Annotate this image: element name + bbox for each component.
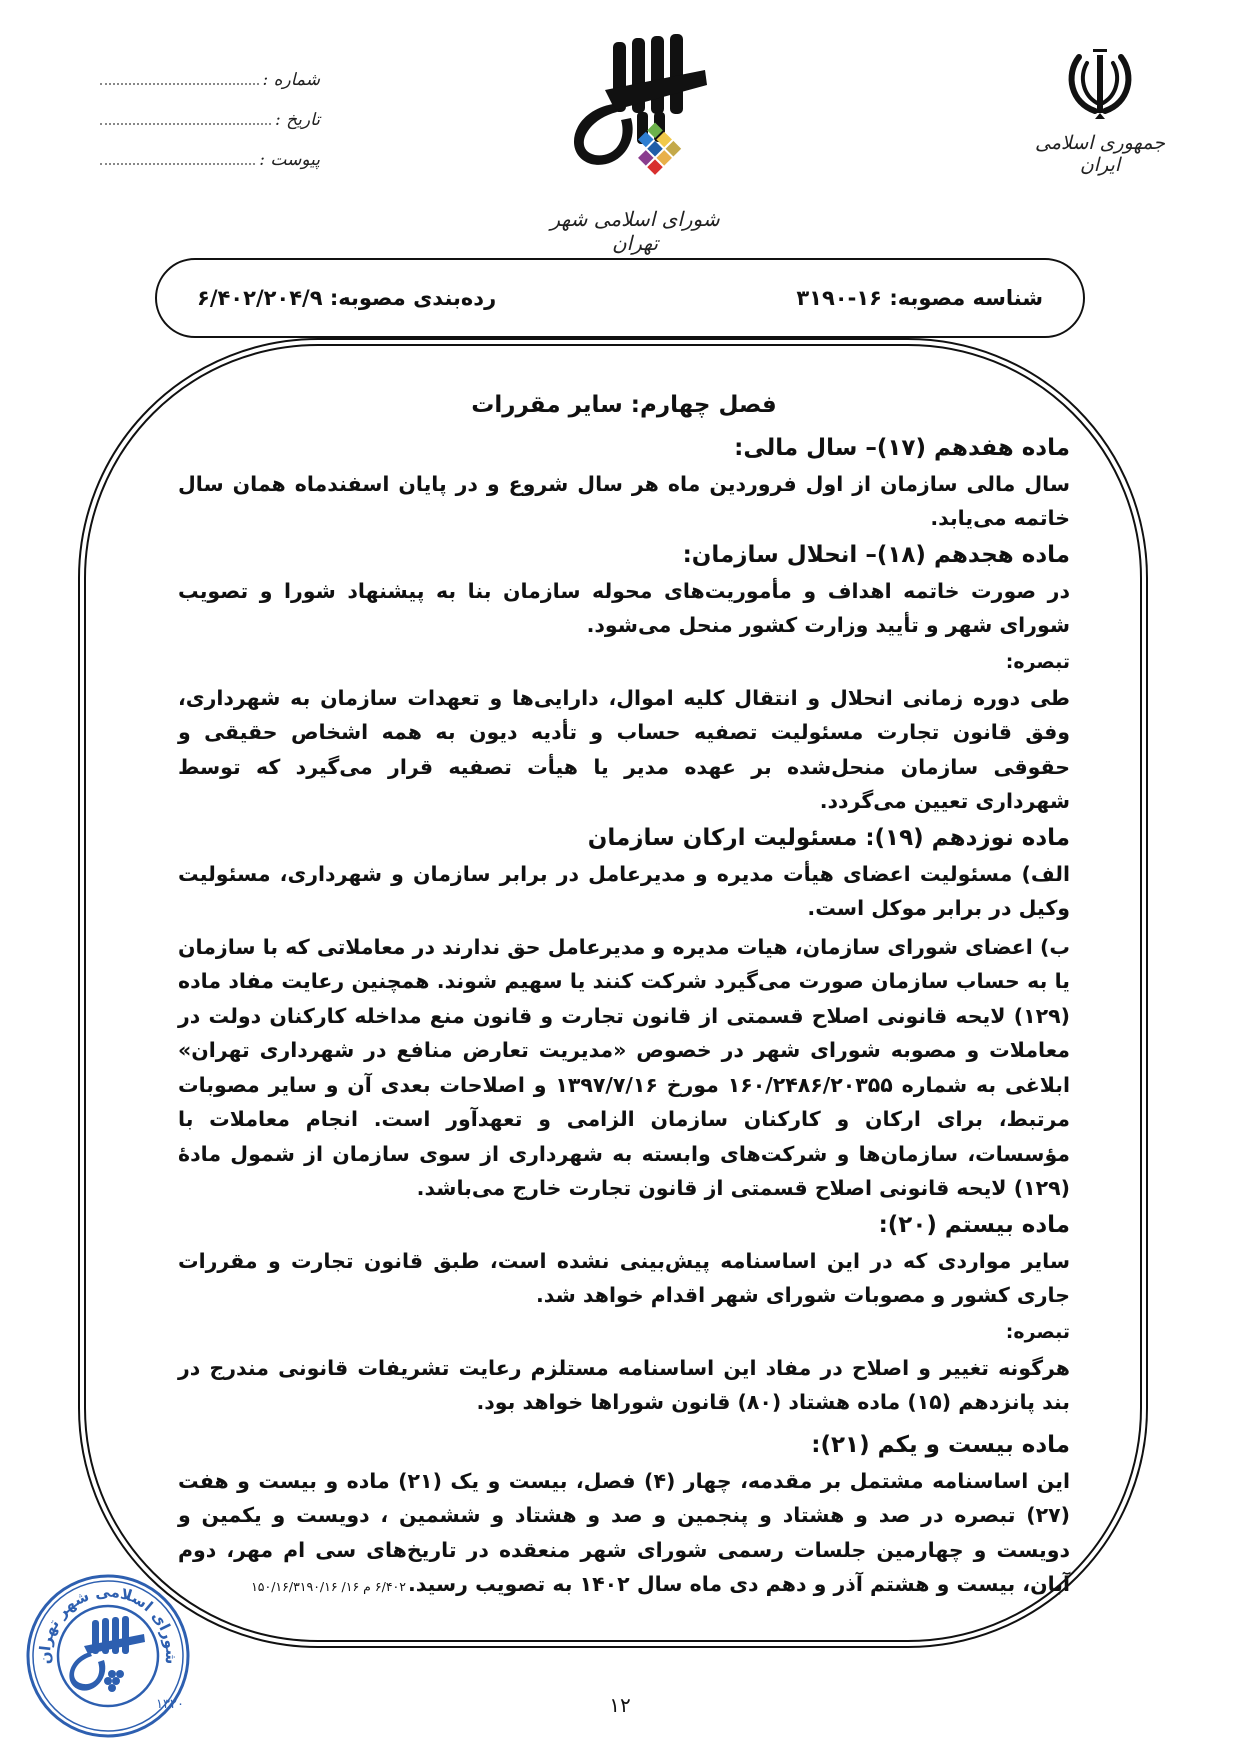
stamp-year: ۱۳۲۰ — [156, 1697, 184, 1712]
note-text: طی دوره زمانی انحلال و انتقال کلیه اموال، دارایی‌ها و تعهدات سازمان به شهرداری، وفق قانون تجارت مسئولیت تصفیه حساب و تأدیه دیون به همه اشخاص حقیقی و حقوقی سازمان منحل‌شده بر عهده مدیر یا هیأت تصفیه قرار می‌گیرد که توسط شهرداری تعیین می‌گردد. — [178, 685, 1070, 813]
page-number: ۱۲ — [609, 1693, 631, 1717]
tehran-council-logo-icon — [555, 30, 715, 205]
article-19 — [178, 819, 1070, 1206]
date-label: تاریخ : — [275, 110, 320, 130]
tehran-council-logo — [545, 30, 725, 255]
iran-emblem-icon — [1065, 45, 1135, 120]
resolution-id-value: ۱۶-۳۱۹۰ — [796, 286, 882, 310]
article-title: ماده بیستم (۲۰): — [878, 1211, 1070, 1238]
article-paragraph-text: این اساسنامه مشتمل بر مقدمه، چهار (۴) فصل، بیست و یک (۲۱) ماده و بیست و هفت (۲۷) تبصره در صد و هشتاد و پنجمین و صد و هشتاد و ششمین ، دویست و یکمین و دویست و چهارمین جلسات رسمی شورای شهر منعقده در تاریخ‌های سی ام مهر، دوم آبان، بیست و هشتم آذر و دهم دی ماه سال ۱۴۰۲ به تصویب رسید. — [178, 1468, 1070, 1596]
number-label: شماره : — [262, 70, 320, 90]
council-seal-icon — [22, 1570, 194, 1742]
attachment-dotted-line — [100, 151, 255, 165]
council-seal-stamp — [22, 1570, 194, 1742]
document-reference: ۶/۴۰۲ م ۱۶/ ۱۵۰/۱۶/۳۱۹۰/۱۶ — [251, 1579, 406, 1594]
article-20 — [178, 1206, 1070, 1420]
article-paragraph: الف) مسئولیت اعضای هیأت مدیره و مدیرعامل در برابر سازمان و شهرداری، مسئولیت وکیل در برابر موکل است. — [178, 861, 1070, 920]
letter-fields — [100, 70, 320, 190]
article-18 — [178, 536, 1070, 819]
resolution-id — [796, 286, 1043, 310]
resolution-id-label: شناسه مصوبه: — [889, 286, 1043, 310]
resolution-classification — [197, 286, 496, 310]
date-field — [100, 110, 320, 150]
resolution-info-bar — [155, 258, 1085, 338]
article-title: ماده بیست و یکم (۲۱): — [811, 1431, 1070, 1458]
chapter-title: فصل چهارم: سایر مقررات — [471, 392, 777, 418]
iran-emblem — [1020, 45, 1180, 176]
date-dotted-line — [100, 111, 271, 125]
article-title: ماده هجدهم (۱۸)– انحلال سازمان: — [682, 541, 1070, 568]
attachment-field — [100, 150, 320, 190]
classification-label: رده‌بندی مصوبه: — [329, 286, 497, 310]
number-dotted-line — [100, 71, 259, 85]
article-paragraph — [178, 1464, 1070, 1605]
note-label: تبصره: — [1005, 650, 1070, 673]
article-paragraph: در صورت خاتمه اهداف و مأموریت‌های محوله سازمان بنا به پیشنهاد شورا و تصویب شورای شهر و تأیید وزارت کشور منحل می‌شود. — [178, 578, 1070, 637]
article-21 — [178, 1426, 1070, 1605]
article-17 — [178, 429, 1070, 536]
note-text: هرگونه تغییر و اصلاح در مفاد این اساسنامه مستلزم رعایت تشریفات قانونی مندرج در بند پانزدهم (۱۵) ماده هشتاد (۸۰) قانون شوراها خواهد بود. — [178, 1355, 1070, 1414]
republic-name: جمهوری اسلامی ایران — [1035, 132, 1165, 176]
article-paragraph: سایر مواردی که در این اساسنامه پیش‌بینی نشده است، طبق قانون تجارت و مقررات جاری کشور و مصوبات شورای شهر اقدام خواهد شد. — [178, 1248, 1070, 1307]
attachment-label: پیوست : — [259, 150, 320, 170]
article-title: ماده هفدهم (۱۷)– سال مالی: — [734, 434, 1070, 461]
number-field — [100, 70, 320, 110]
article-paragraph: سال مالی سازمان از اول فروردین ماه هر سال شروع و در پایان اسفندماه همان سال خاتمه می‌یابد. — [178, 471, 1070, 530]
council-name: شورای اسلامی شهر تهران — [550, 207, 720, 255]
article-paragraph: ب) اعضای شورای سازمان، هیات مدیره و مدیرعامل حق ندارند در معاملاتی که با سازمان یا به حساب سازمان صورت می‌گیرد شرکت کنند یا سهیم شوند. همچنین رعایت مفاد ماده (۱۲۹) لایحه قانونی اصلاح قسمتی از قانون تجارت و قانون منع مداخله کارکنان دولت در معاملات و مصوبه شورای شهر در خصوص «مدیریت تعارض منافع در شهرداری تهران» ابلاغی به شماره ۱۶۰/۲۴۸۶/۲۰۳۵۵ مورخ ۱۳۹۷/۷/۱۶ و اصلاحات بعدی آن و سایر مصوبات مرتبط، برای ارکان و کارکنان سازمان الزامی و تعهدآور است. انجام معاملات با مؤسسات، سازمان‌ها و شرکت‌های وابسته به شهرداری از سوی سازمان از شمول مادهٔ (۱۲۹) لایحه قانونی اصلاح قسمتی از قانون تجارت خارج می‌باشد. — [178, 934, 1070, 1200]
stamp-text: شورای اسلامی شهر تهران — [35, 1582, 181, 1665]
article-title: ماده نوزدهم (۱۹): مسئولیت ارکان سازمان — [587, 824, 1070, 851]
classification-value: ۶/۴۰۲/۲۰۴/۹ — [197, 286, 323, 310]
document-body — [178, 388, 1070, 1605]
note-label: تبصره: — [1005, 1320, 1070, 1343]
